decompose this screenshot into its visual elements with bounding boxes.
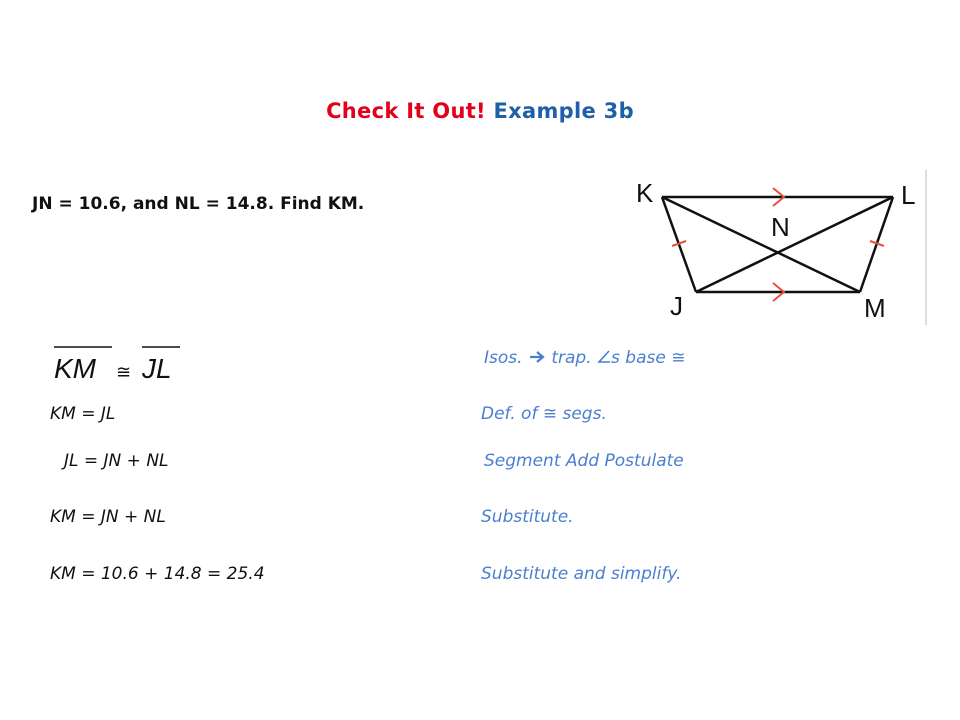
reason-trap-text: trap. [551, 348, 592, 368]
diagonal-jl [696, 197, 893, 292]
label-k: K [636, 178, 654, 208]
step-3-reason: Substitute. [481, 507, 574, 527]
step-1-reason: Def. of ≅ segs. [481, 404, 607, 424]
step-4-reason: Substitute and simplify. [481, 564, 682, 584]
reason-isos-trap [484, 348, 685, 368]
arrow-icon [528, 350, 546, 364]
label-l: L [901, 180, 916, 210]
trapezoid-figure [628, 170, 928, 325]
reason-base-text: s base ≅ [611, 348, 686, 368]
congruence-jl: JL [142, 353, 172, 384]
label-j: J [670, 291, 683, 321]
step-3-statement: KM = JN + NL [50, 507, 166, 527]
step-4-statement: KM = 10.6 + 14.8 = 25.4 [50, 564, 265, 584]
step-1-statement: KM = JL [50, 404, 116, 424]
slide-title [0, 99, 960, 123]
congruence-statement [50, 342, 190, 384]
label-n: N [771, 212, 790, 242]
title-example: Example 3b [493, 99, 634, 123]
title-check-it-out: Check It Out! [326, 99, 486, 123]
angle-icon [597, 350, 611, 364]
congruence-km: KM [54, 353, 96, 384]
problem-statement: JN = 10.6, and NL = 14.8. Find KM. [32, 194, 365, 214]
step-2-statement: JL = JN + NL [64, 451, 169, 471]
label-m: M [864, 293, 886, 323]
reason-isos-text: Isos. [484, 348, 523, 368]
step-2-reason: Segment Add Postulate [484, 451, 684, 471]
congruence-symbol: ≅ [116, 362, 132, 383]
